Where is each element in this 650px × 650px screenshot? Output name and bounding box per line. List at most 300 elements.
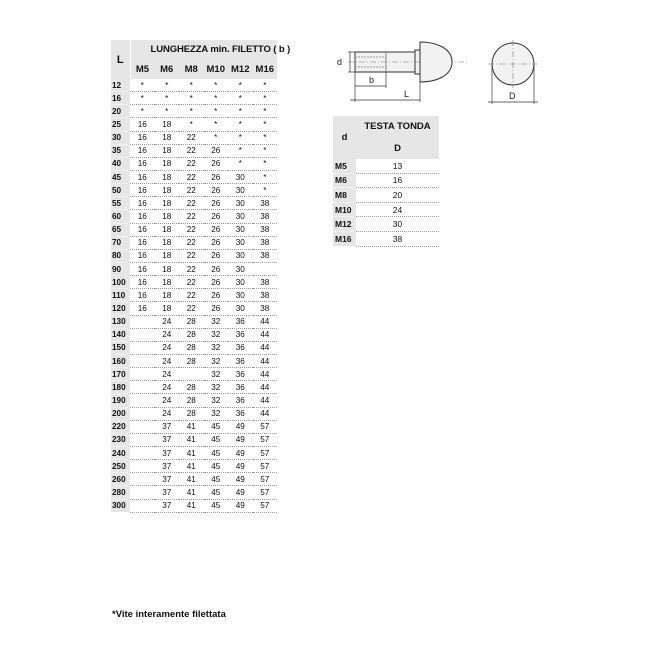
- thread-length-cell: 37: [155, 473, 180, 486]
- thread-length-cell: 45: [204, 499, 229, 512]
- size-header-m8: M8: [179, 59, 204, 79]
- thread-length-cell: 32: [204, 354, 229, 367]
- thread-length-cell: 36: [228, 328, 253, 341]
- table-row: [111, 92, 277, 105]
- thread-length-cell: 32: [204, 341, 229, 354]
- table-row: [111, 354, 277, 367]
- thread-length-cell: 16: [130, 289, 155, 302]
- thread-length-cell: 41: [179, 446, 204, 459]
- thread-length-cell: 41: [179, 460, 204, 473]
- thread-length-cell: 38: [253, 289, 278, 302]
- thread-length-cell: 41: [179, 420, 204, 433]
- thread-length-cell: 49: [228, 473, 253, 486]
- thread-length-cell: 18: [155, 210, 180, 223]
- thread-length-cell: 26: [204, 197, 229, 210]
- thread-length-cell: 26: [204, 223, 229, 236]
- head-diameter-cell: 30: [356, 217, 439, 232]
- thread-length-cell: 45: [204, 446, 229, 459]
- thread-length-cell: 30: [228, 276, 253, 289]
- length-cell: 250: [111, 460, 130, 473]
- length-cell: 100: [111, 276, 130, 289]
- thread-length-cell: 32: [204, 315, 229, 328]
- thread-length-cell: 57: [253, 486, 278, 499]
- thread-length-cell: 26: [204, 236, 229, 249]
- head-diameter-header: D: [356, 137, 439, 159]
- footnote: *Vite interamente filettata: [112, 609, 226, 620]
- thread-length-cell: 22: [179, 289, 204, 302]
- thread-length-cell: 18: [155, 197, 180, 210]
- thread-length-cell: [130, 460, 155, 473]
- thread-length-cell: *: [130, 79, 155, 92]
- thread-length-cell: 22: [179, 262, 204, 275]
- length-cell: 160: [111, 354, 130, 367]
- thread-length-cell: 22: [179, 157, 204, 170]
- thread-length-cell: 45: [204, 433, 229, 446]
- L-dimension: [350, 82, 420, 102]
- thread-length-cell: 32: [204, 328, 229, 341]
- length-cell: 65: [111, 223, 130, 236]
- thread-length-cell: 18: [155, 170, 180, 183]
- thread-length-cell: 44: [253, 328, 278, 341]
- thread-length-cell: *: [155, 79, 180, 92]
- table-row: [111, 394, 277, 407]
- size-header-m6: M6: [155, 59, 180, 79]
- table-row: [333, 159, 439, 173]
- thread-length-cell: *: [253, 92, 278, 105]
- thread-length-cell: 30: [228, 223, 253, 236]
- table-row: [111, 460, 277, 473]
- thread-length-cell: 37: [155, 486, 180, 499]
- thread-length-cell: 36: [228, 354, 253, 367]
- thread-length-cell: 49: [228, 460, 253, 473]
- thread-length-cell: *: [253, 131, 278, 144]
- thread-length-cell: 16: [130, 302, 155, 315]
- thread-length-cell: 28: [179, 328, 204, 341]
- table-row: [111, 131, 277, 144]
- thread-length-cell: *: [204, 118, 229, 131]
- thread-length-cell: 44: [253, 394, 278, 407]
- thread-length-cell: 30: [228, 170, 253, 183]
- table-row: [111, 420, 277, 433]
- size-header-m10: M10: [204, 59, 229, 79]
- thread-length-cell: 22: [179, 170, 204, 183]
- thread-length-cell: *: [155, 105, 180, 118]
- head-diameter-cell: 24: [356, 202, 439, 217]
- thread-length-cell: 38: [253, 236, 278, 249]
- thread-length-cell: 30: [228, 197, 253, 210]
- thread-length-cell: 22: [179, 302, 204, 315]
- thread-length-cell: 26: [204, 184, 229, 197]
- length-cell: 16: [111, 92, 130, 105]
- table-row: [111, 157, 277, 170]
- table-row: [333, 202, 439, 217]
- thread-length-cell: 45: [204, 460, 229, 473]
- length-cell: 90: [111, 262, 130, 275]
- thread-length-cell: 26: [204, 249, 229, 262]
- thread-length-cell: *: [253, 105, 278, 118]
- thread-length-cell: 22: [179, 144, 204, 157]
- thread-length-cell: 38: [253, 302, 278, 315]
- thread-length-cell: [130, 328, 155, 341]
- d-dimension-label: d: [337, 57, 343, 67]
- thread-length-cell: 30: [228, 236, 253, 249]
- thread-length-cell: 30: [228, 262, 253, 275]
- thread-length-cell: 30: [228, 289, 253, 302]
- thread-length-cell: 16: [130, 118, 155, 131]
- table-row: [111, 197, 277, 210]
- thread-length-cell: *: [204, 105, 229, 118]
- thread-length-cell: *: [179, 92, 204, 105]
- thread-length-cell: 57: [253, 460, 278, 473]
- thread-length-cell: 32: [204, 381, 229, 394]
- thread-length-cell: 41: [179, 473, 204, 486]
- table-row: [111, 262, 277, 275]
- table-row: [333, 231, 439, 246]
- length-cell: 35: [111, 144, 130, 157]
- thread-length-cell: [130, 420, 155, 433]
- diameter-size-cell: M10: [333, 202, 356, 217]
- thread-length-cell: *: [228, 157, 253, 170]
- thread-length-cell: 41: [179, 499, 204, 512]
- thread-length-cell: *: [130, 92, 155, 105]
- length-cell: 80: [111, 249, 130, 262]
- thread-length-cell: [130, 368, 155, 381]
- length-cell: 260: [111, 473, 130, 486]
- table-row: [111, 79, 277, 92]
- length-cell: 200: [111, 407, 130, 420]
- thread-length-cell: 44: [253, 315, 278, 328]
- length-cell: 60: [111, 210, 130, 223]
- thread-length-cell: 57: [253, 420, 278, 433]
- thread-length-cell: *: [228, 118, 253, 131]
- length-cell: 150: [111, 341, 130, 354]
- thread-length-cell: 57: [253, 473, 278, 486]
- thread-length-cell: 28: [179, 354, 204, 367]
- thread-length-cell: *: [253, 79, 278, 92]
- thread-length-cell: 36: [228, 368, 253, 381]
- thread-length-cell: 32: [204, 394, 229, 407]
- thread-length-cell: *: [253, 118, 278, 131]
- thread-length-cell: *: [253, 170, 278, 183]
- thread-length-cell: 38: [253, 197, 278, 210]
- thread-length-cell: 24: [155, 407, 180, 420]
- thread-length-cell: 18: [155, 249, 180, 262]
- length-column-header: L: [111, 40, 130, 79]
- length-cell: 45: [111, 170, 130, 183]
- diameter-size-cell: M16: [333, 231, 356, 246]
- table-row: [111, 407, 277, 420]
- table-row: [111, 105, 277, 118]
- thread-length-cell: 38: [253, 223, 278, 236]
- thread-length-cell: 16: [130, 262, 155, 275]
- table-row: [111, 236, 277, 249]
- thread-length-cell: [130, 315, 155, 328]
- head-diameter-cell: 20: [356, 188, 439, 203]
- thread-length-cell: 38: [253, 276, 278, 289]
- thread-length-cell: 36: [228, 407, 253, 420]
- thread-length-cell: 16: [130, 236, 155, 249]
- length-cell: 230: [111, 433, 130, 446]
- diameter-column-header: d: [333, 116, 356, 159]
- thread-length-cell: 28: [179, 394, 204, 407]
- thread-length-cell: 45: [204, 473, 229, 486]
- thread-length-cell: 49: [228, 486, 253, 499]
- table-row: [333, 217, 439, 232]
- thread-length-cell: *: [179, 105, 204, 118]
- bolt-head-side: [420, 42, 452, 82]
- thread-length-cell: 49: [228, 499, 253, 512]
- thread-length-cell: *: [204, 79, 229, 92]
- thread-length-cell: 36: [228, 394, 253, 407]
- table-row: [111, 433, 277, 446]
- thread-length-cell: 37: [155, 446, 180, 459]
- thread-length-cell: 24: [155, 394, 180, 407]
- table-row: [111, 249, 277, 262]
- D-dimension-label: D: [509, 91, 516, 101]
- diameter-size-cell: M6: [333, 173, 356, 188]
- thread-length-cell: *: [253, 184, 278, 197]
- thread-length-cell: [130, 341, 155, 354]
- thread-length-cell: 37: [155, 499, 180, 512]
- thread-length-cell: 18: [155, 289, 180, 302]
- thread-length-cell: 16: [130, 210, 155, 223]
- length-cell: 140: [111, 328, 130, 341]
- thread-length-cell: [179, 368, 204, 381]
- table-row: [111, 170, 277, 183]
- thread-length-cell: *: [253, 157, 278, 170]
- length-cell: 50: [111, 184, 130, 197]
- head-diameter-cell: 13: [356, 159, 439, 173]
- thread-length-cell: 22: [179, 184, 204, 197]
- thread-length-cell: *: [155, 92, 180, 105]
- diameter-size-cell: M5: [333, 159, 356, 173]
- size-header-m16: M16: [253, 59, 278, 79]
- thread-length-cell: *: [228, 144, 253, 157]
- length-cell: 180: [111, 381, 130, 394]
- thread-length-cell: 22: [179, 210, 204, 223]
- thread-length-cell: 18: [155, 184, 180, 197]
- thread-length-cell: 57: [253, 446, 278, 459]
- thread-length-cell: 18: [155, 236, 180, 249]
- thread-length-cell: 57: [253, 433, 278, 446]
- table-row: [111, 302, 277, 315]
- length-cell: 280: [111, 486, 130, 499]
- head-diameter-cell: 16: [356, 173, 439, 188]
- table-row: [111, 328, 277, 341]
- thread-length-cell: 16: [130, 157, 155, 170]
- thread-length-cell: 32: [204, 407, 229, 420]
- length-cell: 12: [111, 79, 130, 92]
- thread-length-cell: 37: [155, 460, 180, 473]
- thread-length-cell: 22: [179, 236, 204, 249]
- size-header-m5: M5: [130, 59, 155, 79]
- thread-length-group-header: LUNGHEZZA min. FILETTO ( b ): [130, 40, 277, 59]
- length-cell: 55: [111, 197, 130, 210]
- thread-length-cell: 37: [155, 433, 180, 446]
- thread-length-cell: 30: [228, 249, 253, 262]
- thread-length-cell: 36: [228, 341, 253, 354]
- thread-length-cell: 24: [155, 328, 180, 341]
- thread-length-cell: 28: [179, 381, 204, 394]
- thread-length-cell: 41: [179, 486, 204, 499]
- table-row: [111, 486, 277, 499]
- table-row: [111, 289, 277, 302]
- length-cell: 70: [111, 236, 130, 249]
- length-cell: 300: [111, 499, 130, 512]
- length-cell: 20: [111, 105, 130, 118]
- table-row: [111, 315, 277, 328]
- length-cell: 110: [111, 289, 130, 302]
- thread-length-cell: 22: [179, 197, 204, 210]
- thread-length-cell: [130, 394, 155, 407]
- thread-length-cell: 28: [179, 315, 204, 328]
- thread-length-cell: 16: [130, 276, 155, 289]
- thread-length-cell: 44: [253, 381, 278, 394]
- thread-length-cell: 18: [155, 302, 180, 315]
- thread-length-cell: *: [228, 105, 253, 118]
- thread-length-cell: 24: [155, 315, 180, 328]
- table-row: [111, 223, 277, 236]
- thread-length-cell: 18: [155, 131, 180, 144]
- thread-length-cell: *: [130, 105, 155, 118]
- thread-length-cell: 36: [228, 381, 253, 394]
- length-cell: 190: [111, 394, 130, 407]
- head-diameter-table: [333, 116, 439, 247]
- thread-length-cell: *: [179, 118, 204, 131]
- thread-length-cell: *: [253, 144, 278, 157]
- thread-length-cell: 49: [228, 420, 253, 433]
- thread-length-cell: *: [179, 79, 204, 92]
- thread-length-cell: 26: [204, 157, 229, 170]
- length-cell: 120: [111, 302, 130, 315]
- thread-length-cell: 16: [130, 144, 155, 157]
- thread-length-cell: 22: [179, 131, 204, 144]
- thread-length-cell: 22: [179, 276, 204, 289]
- thread-length-cell: 26: [204, 302, 229, 315]
- thread-length-cell: *: [204, 131, 229, 144]
- thread-length-cell: 16: [130, 131, 155, 144]
- thread-length-cell: 16: [130, 197, 155, 210]
- thread-length-cell: [130, 354, 155, 367]
- thread-length-table-body: [111, 79, 277, 512]
- thread-length-cell: [130, 446, 155, 459]
- length-cell: 170: [111, 368, 130, 381]
- thread-length-cell: [130, 499, 155, 512]
- thread-length-cell: 45: [204, 420, 229, 433]
- thread-length-cell: [130, 486, 155, 499]
- thread-length-cell: 44: [253, 407, 278, 420]
- table-row: [333, 173, 439, 188]
- table-row: [111, 446, 277, 459]
- thread-length-cell: 38: [253, 249, 278, 262]
- thread-length-cell: 18: [155, 144, 180, 157]
- head-diameter-cell: 38: [356, 231, 439, 246]
- thread-length-cell: 18: [155, 276, 180, 289]
- table-row: [111, 381, 277, 394]
- table-row: [111, 118, 277, 131]
- length-cell: 25: [111, 118, 130, 131]
- thread-length-cell: 16: [130, 184, 155, 197]
- thread-length-cell: 30: [228, 184, 253, 197]
- thread-length-cell: 41: [179, 433, 204, 446]
- table-row: [111, 184, 277, 197]
- thread-length-cell: 18: [155, 262, 180, 275]
- thread-length-cell: 44: [253, 341, 278, 354]
- thread-length-cell: 16: [130, 170, 155, 183]
- thread-length-cell: 24: [155, 341, 180, 354]
- length-cell: 220: [111, 420, 130, 433]
- table-row: [111, 499, 277, 512]
- thread-length-cell: 26: [204, 170, 229, 183]
- thread-length-cell: 26: [204, 210, 229, 223]
- diameter-size-cell: M12: [333, 217, 356, 232]
- thread-length-cell: 16: [130, 223, 155, 236]
- length-cell: 130: [111, 315, 130, 328]
- table-row: [111, 210, 277, 223]
- thread-length-cell: 38: [253, 210, 278, 223]
- thread-length-cell: 44: [253, 368, 278, 381]
- thread-length-cell: 49: [228, 446, 253, 459]
- thread-length-cell: 24: [155, 368, 180, 381]
- thread-length-cell: 16: [130, 249, 155, 262]
- thread-length-cell: 49: [228, 433, 253, 446]
- diameter-size-cell: M8: [333, 188, 356, 203]
- L-dimension-label: L: [404, 89, 410, 99]
- thread-length-cell: 30: [228, 210, 253, 223]
- table-row: [111, 473, 277, 486]
- thread-length-cell: 24: [155, 354, 180, 367]
- thread-length-cell: *: [228, 92, 253, 105]
- thread-length-cell: 18: [155, 118, 180, 131]
- thread-length-cell: 26: [204, 144, 229, 157]
- size-header-m12: M12: [228, 59, 253, 79]
- head-diameter-table-body: [333, 159, 439, 246]
- thread-length-cell: 26: [204, 276, 229, 289]
- thread-length-cell: [253, 262, 278, 275]
- thread-length-cell: [130, 433, 155, 446]
- b-dimension-label: b: [369, 75, 375, 85]
- thread-length-cell: 26: [204, 289, 229, 302]
- table-row: [111, 276, 277, 289]
- thread-length-cell: *: [228, 79, 253, 92]
- length-cell: 30: [111, 131, 130, 144]
- thread-length-cell: [130, 473, 155, 486]
- length-cell: 240: [111, 446, 130, 459]
- bolt-drawing: [328, 38, 548, 108]
- thread-length-cell: 32: [204, 368, 229, 381]
- thread-length-cell: 45: [204, 486, 229, 499]
- thread-length-table: [111, 40, 291, 513]
- thread-length-cell: 57: [253, 499, 278, 512]
- thread-length-cell: 37: [155, 420, 180, 433]
- thread-length-cell: 22: [179, 223, 204, 236]
- thread-length-cell: 22: [179, 249, 204, 262]
- thread-length-cell: 24: [155, 381, 180, 394]
- thread-length-cell: 28: [179, 341, 204, 354]
- thread-length-cell: [130, 381, 155, 394]
- head-type-header: TESTA TONDA: [356, 116, 439, 137]
- thread-length-cell: 18: [155, 157, 180, 170]
- table-row: [111, 368, 277, 381]
- table-row: [111, 341, 277, 354]
- table-row: [111, 144, 277, 157]
- thread-length-cell: 30: [228, 302, 253, 315]
- thread-length-cell: 36: [228, 315, 253, 328]
- thread-length-cell: *: [204, 92, 229, 105]
- thread-length-cell: [130, 407, 155, 420]
- thread-length-cell: 18: [155, 223, 180, 236]
- length-cell: 40: [111, 157, 130, 170]
